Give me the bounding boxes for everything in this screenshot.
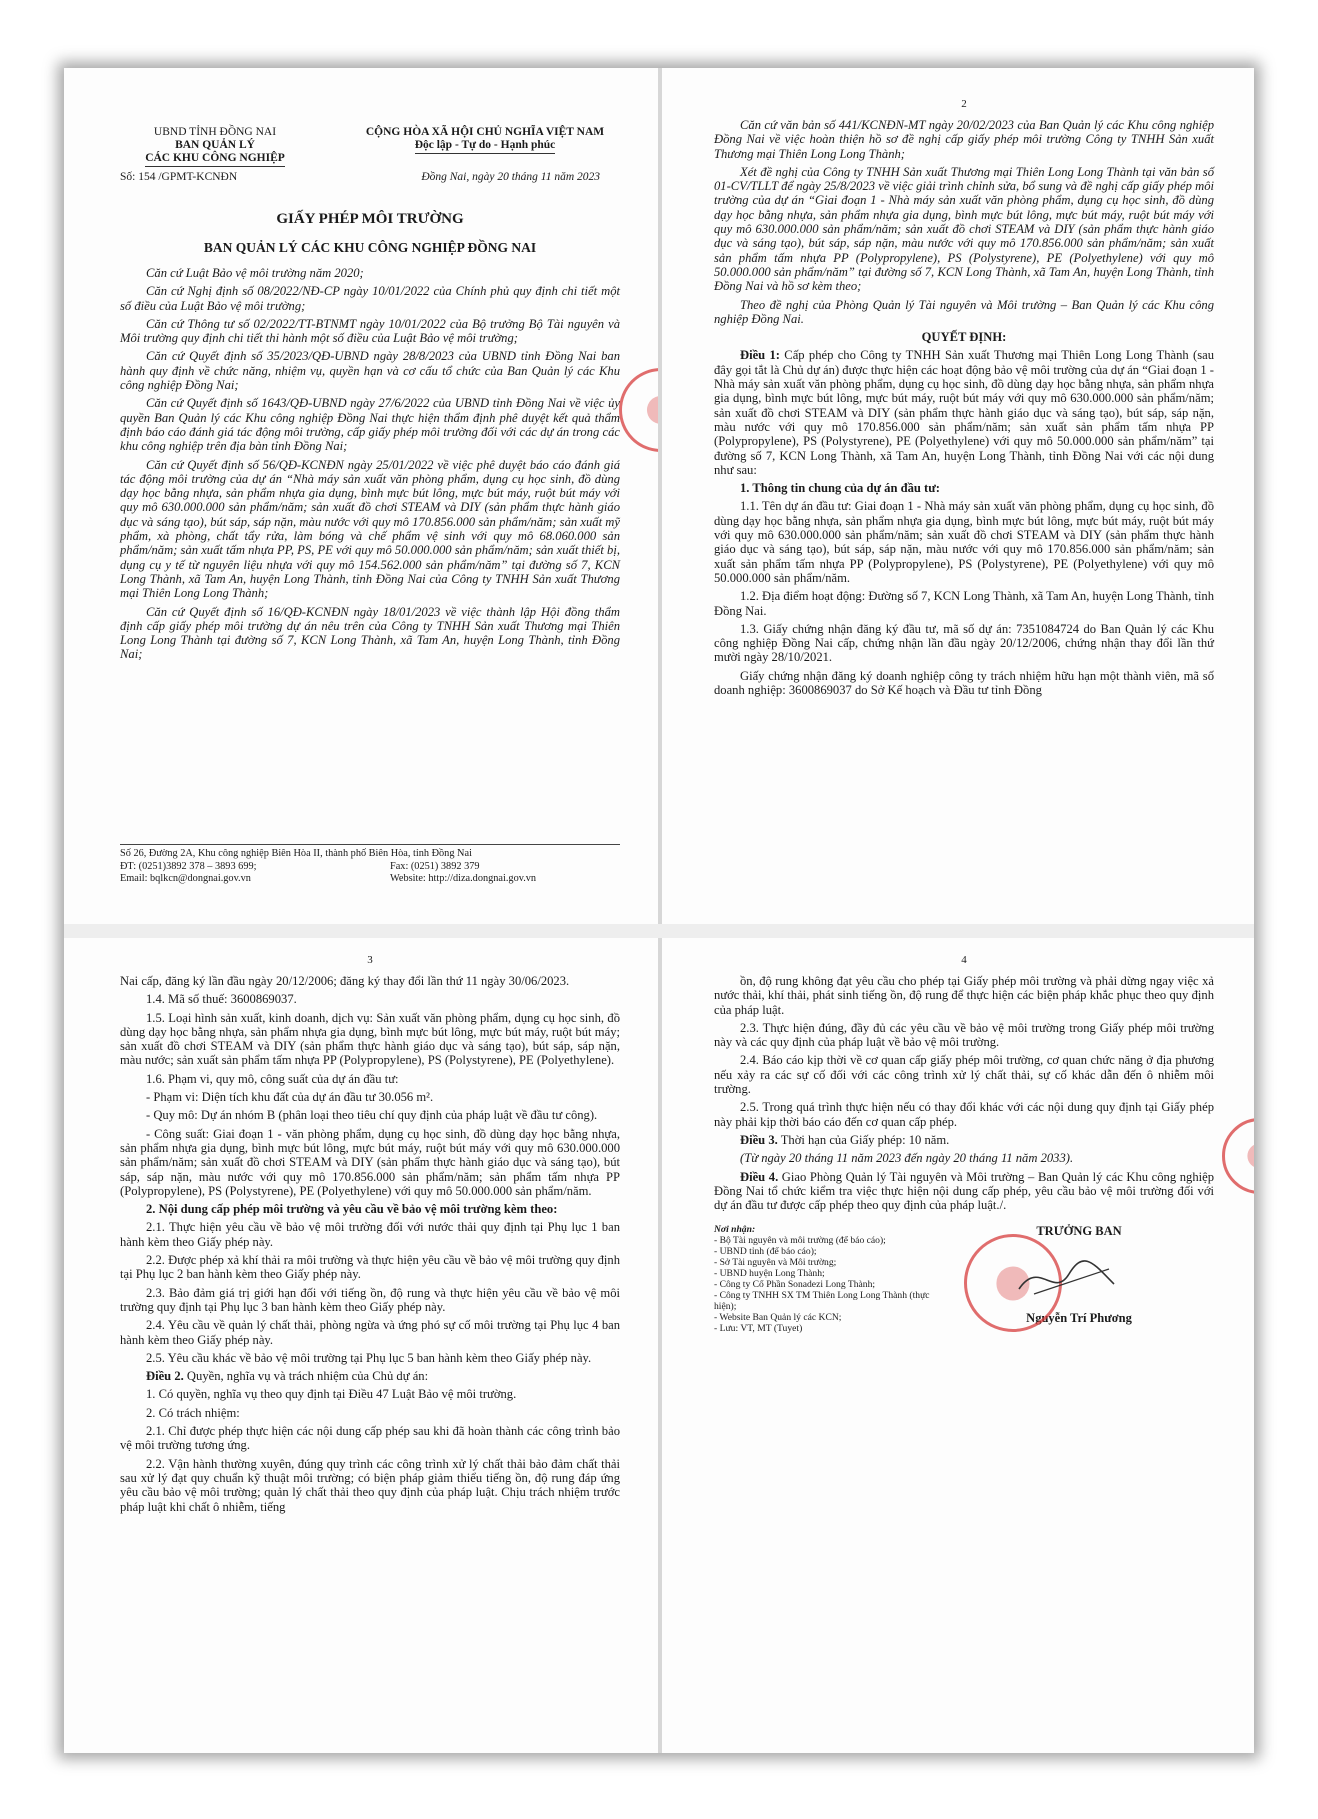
section-heading: 2. Nội dung cấp phép môi trường và yêu cầu về bảo vệ môi trường kèm theo: xyxy=(146,1202,558,1217)
paragraph: 2.5. Yêu cầu khác về bảo vệ môi trường tại Phụ lục 5 ban hành kèm theo Giấy phép này. xyxy=(146,1350,592,1365)
paragraph: 1.4. Mã số thuế: 3600869037. xyxy=(146,992,297,1007)
recipients-heading: Nơi nhận: xyxy=(714,1224,756,1236)
signature-icon xyxy=(1014,1254,1124,1304)
footer-email: Email: bqlkcn@dongnai.gov.vn xyxy=(120,873,251,884)
page-number: 2 xyxy=(961,98,967,110)
paragraph: - Phạm vi: Diện tích khu đất của dự án đầu tư 30.056 m². xyxy=(146,1090,434,1105)
legal-basis-item: Căn cứ văn bản số 441/KCNĐN-MT ngày 20/02/2023 của Ban Quản lý các Khu công nghiệp Đồng Nai về việc hoàn thiện hồ sơ đề nghị cấp giấy phép môi trường Công ty TNHH Sản xuất Thương mại Thiên Long Long Thành; xyxy=(714,118,1214,161)
paragraph: 2.3. Bảo đảm giá trị giới hạn đối với tiếng ồn, độ rung và thực hiện yêu cầu về bảo vệ môi trường quy định tại Phụ lục 3 ban hành kèm theo Giấy phép này. xyxy=(120,1285,620,1314)
legal-basis-item: Căn cứ Luật Bảo vệ môi trường năm 2020; xyxy=(146,266,364,280)
paragraph: - Công suất: Giai đoạn 1 - văn phòng phẩm, dụng cụ học sinh, đồ dùng dạy học bằng nhựa, sản phẩm nhựa gia dụng, bình mực bút lông, mực bút máy, ruột bút máy với quy mô 630.000.000 sản phẩm/năm; sản xuất đồ chơi STEAM và DIY (sản phẩm thực hành giáo dục và sáng tạo), bút sáp, sáp nặn, màu nước với quy mô 170.856.000 sản phẩm/năm; sản phẩm tấm nhựa PP (Polypropylene), PS (Polystyrene), PE (Polyethylene) với quy mô 50.000.000 sản phẩm/năm. xyxy=(120,1126,620,1198)
legal-basis-item: Căn cứ Nghị định số 08/2022/NĐ-CP ngày 10/01/2022 của Chính phủ quy định chi tiết một số điều của Luật Bảo vệ môi trường; xyxy=(120,284,620,313)
footer-phone: ĐT: (0251)3892 378 – 3893 699; xyxy=(120,860,257,872)
article-text: Quyền, nghĩa vụ và trách nhiệm của Chủ dự án: xyxy=(183,1369,429,1384)
document-date: Đồng Nai, ngày 20 tháng 11 năm 2023 xyxy=(421,171,600,183)
national-name: CỘNG HÒA XÃ HỘI CHỦ NGHĨA VIỆT NAM xyxy=(365,126,605,138)
signer-block xyxy=(944,1224,1214,1334)
paragraph: 2.1. Thực hiện yêu cầu về bảo vệ môi trường đối với nước thải quy định tại Phụ lục 1 ban hành kèm theo Giấy phép này. xyxy=(120,1220,620,1249)
paragraph: Giấy chứng nhận đăng ký doanh nghiệp công ty trách nhiệm hữu hạn một thành viên, mã số doanh nghiệp: 3600869037 do Sở Kế hoạch và Đầu tư tỉnh Đồng xyxy=(714,668,1214,697)
document-number: Số: 154 /GPMT-KCNĐN xyxy=(120,171,238,183)
paragraph: 2.2. Được phép xả khí thải ra môi trường và thực hiện yêu cầu về bảo vệ môi trường quy định tại Phụ lục 2 ban hành kèm theo Giấy phép này. xyxy=(120,1253,620,1282)
issuer-line-3: CÁC KHU CÔNG NGHIỆP xyxy=(145,152,285,167)
signer-name: Nguyễn Trí Phương xyxy=(1026,1311,1132,1326)
recipient-item: - Công ty TNHH SX TM Thiên Long Long Thành (thực hiện); xyxy=(714,1290,930,1313)
page-3 xyxy=(64,938,658,1753)
paragraph: 1. Có quyền, nghĩa vụ theo quy định tại Điều 47 Luật Bảo vệ môi trường. xyxy=(146,1387,517,1402)
paragraph: 1.2. Địa điểm hoạt động: Đường số 7, KCN Long Thành, xã Tam An, huyện Long Thành, tỉnh Đồng Nai. xyxy=(714,589,1214,618)
issuer-line-1: UBND TỈNH ĐỒNG NAI xyxy=(153,126,277,138)
paragraph: 2.3. Thực hiện đúng, đầy đủ các yêu cầu về bảo vệ môi trường trong Giấy phép môi trường này và các quy định của pháp luật về bảo vệ môi trường. xyxy=(714,1020,1214,1050)
paragraph: - Quy mô: Dự án nhóm B (phân loại theo tiêu chí quy định của pháp luật về đầu tư công). xyxy=(146,1108,598,1123)
page-number: 4 xyxy=(961,954,967,966)
recipient-item: - UBND tỉnh (để báo cáo); xyxy=(714,1246,817,1258)
article-4 xyxy=(714,1170,1214,1213)
page-number: 3 xyxy=(367,954,373,966)
footer-website: Website: http://diza.dongnai.gov.vn xyxy=(390,873,537,884)
national-motto-block xyxy=(350,126,620,167)
document-header xyxy=(120,126,620,167)
paragraph: 1.1. Tên dự án đầu tư: Giai đoạn 1 - Nhà máy sản xuất văn phòng phẩm, dụng cụ học sinh, đồ dùng dạy học bằng nhựa, sản phẩm nhựa gia dụng, bình mực bút lông, mực bút máy, ruột bút máy với quy mô 630.000.000 sản phẩm/năm; sản xuất đồ chơi STEAM và DIY (sản phẩm thực hành giáo dục và sáng tạo), bút sáp, sáp nặn, màu nước với quy mô 170.856.000 sản phẩm/năm; sản xuất sản phẩm tấm nhựa PP (Polypropylene), PS (Polystyrene), PE (Polyethylene) với quy mô 50.000.000 sản phẩm/năm. xyxy=(714,499,1214,585)
paragraph: 1.6. Phạm vi, quy mô, công suất của dự án đầu tư: xyxy=(146,1071,399,1086)
article-3 xyxy=(714,1133,1214,1147)
paragraph: Nai cấp, đăng ký lần đầu ngày 20/12/2006; đăng ký thay đổi lần thứ 11 ngày 30/06/2023. xyxy=(120,974,570,988)
paragraph: 2.4. Yêu cầu về quản lý chất thải, phòng ngừa và ứng phó sự cố môi trường tại Phụ lục 4 ban hành kèm theo Giấy phép này. xyxy=(120,1318,620,1347)
legal-basis-list xyxy=(120,266,620,662)
article-label: Điều 3. xyxy=(740,1132,778,1147)
scanned-document-sheet xyxy=(64,68,1254,1753)
page-4 xyxy=(662,938,1254,1753)
legal-basis-item: Căn cứ Quyết định số 16/QĐ-KCNĐN ngày 18/01/2023 về việc thành lập Hội đồng thẩm định cấp giấy phép môi trường dự án nêu trên của Công ty TNHH Sản xuất Thương mại Thiên Long Long Thành tại đường số 7, KCN Long Thành, xã Tam An, huyện Long Thành, tỉnh Đồng Nai; xyxy=(120,604,620,662)
article-1 xyxy=(714,348,1214,477)
page-2 xyxy=(662,68,1254,924)
article-2 xyxy=(120,1369,620,1383)
article-label: Điều 1: xyxy=(740,348,780,363)
recipient-item: - Công ty Cổ Phần Sonadezi Long Thành; xyxy=(714,1279,876,1291)
article-text: Cấp phép cho Công ty TNHH Sản xuất Thương mại Thiên Long Long Thành (sau đây gọi tắt là Chủ dự án) được thực hiện các hoạt động bảo vệ môi trường của dự án “Giai đoạn 1 - Nhà máy sản xuất văn phòng phẩm, dụng cụ học sinh, đồ dùng dạy học bằng nhựa, sản phẩm nhựa gia dụng, bình mực bút lông, mực bút máy, ruột bút máy với quy mô 630.000.000 sản phẩm/năm; sản xuất đồ chơi STEAM và DIY (sản phẩm thực hành giáo dục và sáng tạo), bút sáp, sáp nặn, màu nước với quy mô 170.856.000 sản phẩm/năm; sản xuất sản phẩm tấm nhựa PP (Polypropylene), PS (Polystyrene), PE (Polyethylene) với quy mô 50.000.000 sản phẩm/năm” tại đường số 7, KCN Long Thành, xã Tam An, huyện Long Thành, tỉnh Đồng Nai với các nội dung như sau: xyxy=(714,348,1214,477)
footer-address: Số 26, Đường 2A, Khu công nghiệp Biên Hòa II, thành phố Biên Hòa, tỉnh Đồng Nai xyxy=(120,848,472,859)
paragraph: 1.3. Giấy chứng nhận đăng ký đầu tư, mã số dự án: 7351084724 do Ban Quản lý các Khu công nghiệp Đồng Nai cấp, chứng nhận lần đầu ngày 20/12/2006, chứng nhận thay đổi lần thứ mười ngày 28/10/2021. xyxy=(714,621,1214,665)
page-divider-horizontal xyxy=(64,924,1254,938)
article-text: Thời hạn của Giấy phép: 10 năm. xyxy=(777,1132,950,1147)
paragraph: 2. Có trách nhiệm: xyxy=(146,1405,240,1420)
recipient-item: - UBND huyện Long Thành; xyxy=(714,1268,825,1280)
paragraph: 2.2. Vận hành thường xuyên, đúng quy trình các công trình xử lý chất thải bảo đảm chất thải sau xử lý đạt quy chuẩn kỹ thuật môi trường; có biện pháp giảm thiểu tiếng ồn, độ rung đáp ứng yêu cầu bảo vệ môi trường; quản lý chất thải theo quy định của pháp luật. Chịu trách nhiệm trước pháp luật khi chất ô nhiễm, tiếng xyxy=(120,1456,620,1514)
footer-fax: Fax: (0251) 3892 379 xyxy=(390,860,480,872)
paragraph: ồn, độ rung không đạt yêu cầu cho phép tại Giấy phép môi trường và phải dừng ngay việc xả nước thải, khí thải, phát sinh tiếng ồn, độ rung để thực hiện các biện pháp khắc phục theo quy định của pháp luật. xyxy=(714,974,1214,1017)
recipient-item: - Sở Tài nguyên và Môi trường; xyxy=(714,1257,837,1269)
legal-basis-item: Căn cứ Quyết định số 35/2023/QĐ-UBND ngày 28/8/2023 của UBND tỉnh Đồng Nai ban hành quy định về chức năng, nhiệm vụ, quyền hạn và cơ cấu tổ chức của Ban Quản lý các Khu công nghiệp Đồng Nai; xyxy=(120,349,620,393)
paragraph: 2.5. Trong quá trình thực hiện nếu có thay đổi khác với các nội dung quy định tại Giấy phép này phải kịp thời báo cáo đến cơ quan cấp phép. xyxy=(714,1100,1214,1129)
national-motto: Độc lập - Tự do - Hạnh phúc xyxy=(415,139,556,154)
paragraph: 2.1. Chỉ được phép thực hiện các nội dung cấp phép sau khi đã hoàn thành các công trình bảo vệ môi trường tương ứng. xyxy=(120,1424,620,1453)
section-heading: 1. Thông tin chung của dự án đầu tư: xyxy=(740,481,941,496)
legal-basis-item: Căn cứ Quyết định số 1643/QĐ-UBND ngày 27/6/2022 của UBND tỉnh Đồng Nai về việc ủy quyền Ban Quản lý các Khu công nghiệp Đồng Nai thực hiện thẩm định phê duyệt kết quả thẩm định báo cáo đánh giá tác động môi trường, cấp giấy phép môi trường đối với các dự án trong các khu công nghiệp trên địa bàn tỉnh Đồng Nai; xyxy=(120,396,620,454)
page-1 xyxy=(64,68,658,924)
article-label: Điều 2. xyxy=(146,1369,184,1384)
issuer-block xyxy=(120,126,310,167)
issuing-authority: BAN QUẢN LÝ CÁC KHU CÔNG NGHIỆP ĐỒNG NAI xyxy=(203,240,537,255)
legal-basis-item: Căn cứ Thông tư số 02/2022/TT-BTNMT ngày 10/01/2022 của Bộ trưởng Bộ Tài nguyên và Môi trường quy định chi tiết thi hành một số điều của Luật Bảo vệ môi trường; xyxy=(120,316,620,346)
article-text: Giao Phòng Quản lý Tài nguyên và Môi trường – Ban Quản lý các Khu công nghiệp Đồng Nai tổ chức kiểm tra việc thực hiện nội dung cấp phép, yêu cầu bảo vệ môi trường đối với dự án đầu tư được cấp phép theo quy định của pháp luật./. xyxy=(714,1169,1215,1213)
recipient-item: - Lưu: VT, MT (Tuyet) xyxy=(714,1323,803,1335)
paragraph: 1.5. Loại hình sản xuất, kinh doanh, dịch vụ: Sản xuất văn phòng phẩm, dụng cụ học sinh, đồ dùng dạy học bằng nhựa, sản phẩm nhựa gia dụng, bình mực bút lông, mực bút máy, ruột bút máy; sản xuất đồ chơi STEAM và DIY (sản phẩm thực hành giáo dục và sáng tạo), bút sáp, sáp nặn, màu nước; sản xuất sản phẩm tấm nhựa PP (Polypropylene), PS (Polystyrene), PE (Polyethylene). xyxy=(120,1010,620,1068)
issuer-line-2: BAN QUẢN LÝ xyxy=(175,139,255,151)
signature-block xyxy=(714,1224,1214,1334)
recipient-item: - Bộ Tài nguyên và môi trường (để báo cáo); xyxy=(714,1235,886,1247)
validity-term: (Từ ngày 20 tháng 11 năm 2023 đến ngày 20 tháng 11 năm 2033). xyxy=(740,1151,1074,1166)
legal-basis-item: Xét đề nghị của Công ty TNHH Sản xuất Thương mại Thiên Long Long Thành tại văn bản số 01-CV/TLLT để ngày 25/8/2023 về việc giải trình chỉnh sửa, bổ sung và đề nghị cấp giấy phép môi trường của dự án “Giai đoạn 1 - Nhà máy sản xuất văn phòng phẩm, dụng cụ học sinh, đồ dùng dạy học bằng nhựa, sản phẩm nhựa gia dụng, bình mực bút lông, mực bút máy, ruột bút máy với quy mô 630.000.000 sản phẩm/năm; sản xuất đồ chơi STEAM và DIY (sản phẩm thực hành giáo dục và sáng tạo), bút sáp, sáp nặn, màu nước với quy mô 170.856.000 sản phẩm/năm; sản xuất sản phẩm tấm nhựa PP (Polypropylene), PS (Polystyrene), PE (Polyethylene) với quy mô 50.000.000 sản phẩm/năm” tại đường số 7, KCN Long Thành, xã Tam An, huyện Long Thành, tỉnh Đồng Nai và hồ sơ kèm theo; xyxy=(714,164,1214,294)
legal-basis-item: Theo đề nghị của Phòng Quản lý Tài nguyên và Môi trường – Ban Quản lý các Khu công nghiệp Đồng Nai. xyxy=(714,297,1214,326)
seal-stamp-partial xyxy=(1222,1118,1254,1194)
signer-title: TRƯỞNG BAN xyxy=(1036,1224,1122,1239)
seal-stamp-partial xyxy=(619,368,658,452)
article-label: Điều 4. xyxy=(740,1169,779,1184)
decision-heading: QUYẾT ĐỊNH: xyxy=(921,330,1007,345)
recipient-item: - Website Ban Quản lý các KCN; xyxy=(714,1312,842,1324)
recipients-list xyxy=(714,1224,944,1334)
legal-basis-item: Căn cứ Quyết định số 56/QĐ-KCNĐN ngày 25/01/2022 về việc phê duyệt báo cáo đánh giá tác động môi trường của dự án “Nhà máy sản xuất văn phòng phẩm, dụng cụ học sinh, đồ dùng dạy học bằng nhựa, sản phẩm nhựa gia dụng, bình mực bút lông, mực bút máy, ruột bút máy với quy mô 630.000.000 sản phẩm/năm; sản xuất đồ chơi STEAM và DIY (sản phẩm thực hành giáo dục và sáng tạo), bút sáp, sáp nặn, màu nước với quy mô 170.856.000 sản phẩm/năm; sản xuất mỹ phẩm, xà phòng, chất tẩy rửa, làm bóng và chế phẩm vệ sinh với quy mô 68.060.000 sản phẩm/năm; sản xuất tấm nhựa PP, PS, PE với quy mô 50.000.000 sản phẩm/năm; sản xuất thiết bị, dụng cụ y tế từ nguyên liệu nhựa với quy mô 154.562.000 sản phẩm/năm” tại đường số 7, KCN Long Thành, xã Tam An, huyện Long Thành, tỉnh Đồng Nai của Công ty TNHH Sản xuất Thương mại Thiên Long Long Thành; xyxy=(120,457,620,601)
paragraph: 2.4. Báo cáo kịp thời về cơ quan cấp giấy phép môi trường, cơ quan chức năng ở địa phương nếu xảy ra các sự cố đối với các công trình xử lý chất thải, sự cố khác dẫn đến ô nhiễm môi trường. xyxy=(714,1053,1214,1097)
page-footer xyxy=(120,844,620,886)
document-title: GIẤY PHÉP MÔI TRƯỜNG xyxy=(276,211,464,227)
